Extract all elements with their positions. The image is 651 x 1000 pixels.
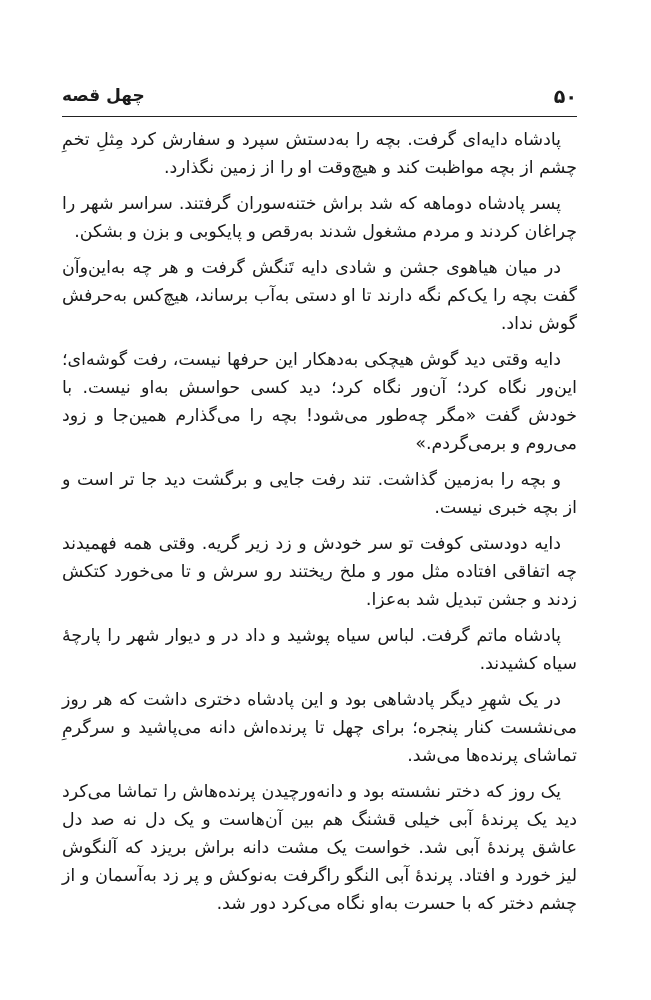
page-header	[62, 84, 577, 112]
paragraph: در میان هیاهوی جشن و شادی دایه تَنگش گرفت و هر چه به‌این‌وآن گفت بچه را یک‌کم نگه دارند تا او دستی به‌آب برساند، هیچ‌کس به‌حرفش گوش نداد.	[62, 258, 577, 334]
page-number: ۵۰	[553, 86, 577, 108]
paragraph: پادشاه دایه‌ای گرفت. بچه را به‌دستش سپرد و سفارش کرد مِثلِ تخمِ چشم از بچه مواظبت کند و هیچ‌وقت او را از زمین نگذارد.	[62, 130, 577, 178]
paragraph: دایه دودستی کوفت تو سر خودش و زد زیر گریه. وقتی همه فهمیدند چه اتفاقی افتاده مثل مور و ملخ ریختند رو سرش و تا می‌خورد کتکش زدند و جشن تبدیل شد به‌عزا.	[62, 534, 577, 610]
paragraph: در یک شهرِ دیگر پادشاهی بود و این پادشاه دختری داشت که هر روز می‌نشست کنار پنجره؛ برای چهل تا پرنده‌اش دانه می‌پاشید و سرگرمِ تماشای پرنده‌ها می‌شد.	[62, 690, 577, 766]
paragraph: یک روز که دختر نشسته بود و دانه‌ورچیدن پرنده‌هاش را تماشا می‌کرد دید یک پرندهٔ آبی خیلی قشنگ هم بین آن‌هاست و یک دل نه صد دل عاشق پرندهٔ آبی شد. خواست یک مشت دانه براش بریزد که آلنگوش لیز خورد و افتاد. پرندهٔ آبی النگو راگرفت به‌نوکش و پر زد به‌آسمان و از چشم دختر که با حسرت به‌او نگاه می‌کرد دور شد.	[62, 782, 577, 914]
paragraph: پسر پادشاه دوماهه که شد براش ختنه‌سوران گرفتند. سراسر شهر را چراغان کردند و مردم مشغول شدند به‌رقص و پایکوبی و بزن و بشکن.	[62, 194, 577, 242]
header-divider	[62, 116, 577, 117]
story-text	[62, 126, 577, 926]
paragraph: پادشاه ماتم گرفت. لباس سیاه پوشید و داد در و دیوار شهر را پارچهٔ سیاه کشیدند.	[62, 626, 577, 674]
paragraph: دایه وقتی دید گوش هیچکی به‌دهکار این حرفها نیست، رفت گوشه‌ای؛ این‌ور نگاه کرد؛ آن‌ور نگاه کرد؛ دید کسی حواسش به‌او نیست. با خودش گفت «مگر چه‌طور می‌شود! بچه را می‌گذارم همین‌جا و زود می‌روم و برمی‌گردم.»	[62, 350, 577, 454]
paragraph: و بچه را به‌زمین گذاشت. تند رفت جایی و برگشت دید جا تر است و از بچه خبری نیست.	[62, 470, 577, 518]
running-title: چهل قصه	[62, 86, 145, 106]
